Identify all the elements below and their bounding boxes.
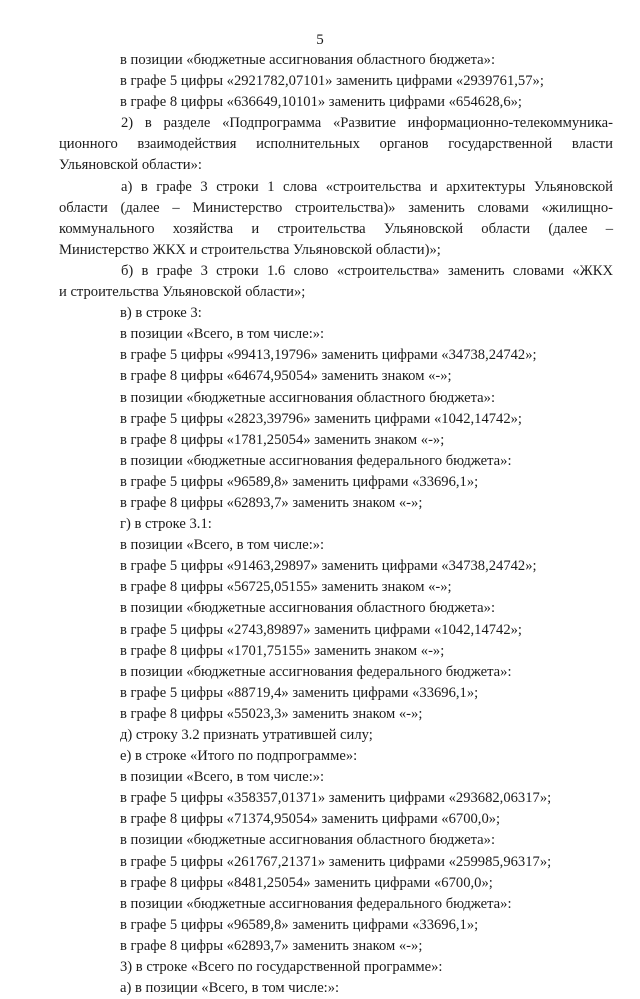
text-line: г) в строке 3.1: <box>120 516 212 533</box>
text-line: в графе 8 цифры «1701,75155» заменить знаком «-»; <box>120 642 445 659</box>
text-line: в графе 5 цифры «2743,89897» заменить цифрами «1042,14742»; <box>120 621 522 638</box>
text-line: Министерство ЖКХ и строительства Ульяновской области)»; <box>59 241 441 258</box>
text-line: в позиции «бюджетные ассигнования федерального бюджета»: <box>120 663 512 680</box>
text-line: в позиции «бюджетные ассигнования областного бюджета»: <box>120 52 495 68</box>
text-line: в графе 5 цифры «2921782,07101» заменить цифрами «2939761,57»; <box>120 73 544 90</box>
text-line: в позиции «Всего, в том числе:»: <box>120 326 325 343</box>
text-line: е) в строке «Итого по подпрограмме»: <box>120 748 358 765</box>
text-line: в позиции «бюджетные ассигнования областного бюджета»: <box>120 832 495 849</box>
text-line: в графе 5 цифры «261767,21371» заменить цифрами «259985,96317»; <box>120 853 552 870</box>
text-line: а) в графе 3 строки 1 слова «строительства и архитектуры Ульяновской <box>121 178 613 195</box>
text-line: в позиции «бюджетные ассигнования областного бюджета»: <box>120 389 495 406</box>
text-line: в позиции «бюджетные ассигнования областного бюджета»: <box>120 600 495 617</box>
text-line: в графе 8 цифры «636649,10101» заменить цифрами «654628,6»; <box>120 94 522 111</box>
text-line: в позиции «Всего, в том числе:»: <box>120 537 325 554</box>
text-line: в позиции «бюджетные ассигнования федерального бюджета»: <box>120 452 512 469</box>
text-line: в графе 8 цифры «64674,95054» заменить знаком «-»; <box>120 368 452 385</box>
text-line: в графе 8 цифры «56725,05155» заменить знаком «-»; <box>120 579 452 596</box>
text-line: в графе 5 цифры «91463,29897» заменить цифрами «34738,24742»; <box>120 558 537 575</box>
text-line: в графе 8 цифры «71374,95054» заменить цифрами «6700,0»; <box>120 811 501 828</box>
text-line: в графе 8 цифры «62893,7» заменить знаком «-»; <box>120 937 423 954</box>
text-line: в) в строке 3: <box>120 305 202 322</box>
text-line: 2) в разделе «Подпрограмма «Развитие информационно-телекоммуника- <box>121 115 613 132</box>
text-line: и строительства Ульяновской области»; <box>59 284 306 301</box>
text-line: в графе 8 цифры «55023,3» заменить знаком «-»; <box>120 705 423 722</box>
text-line: Ульяновской области»: <box>59 157 202 174</box>
text-line: области (далее – Министерство строительства)» заменить словами «жилищно- <box>59 199 613 216</box>
text-line: в позиции «бюджетные ассигнования федерального бюджета»: <box>120 895 512 912</box>
text-line: а) в позиции «Всего, в том числе:»: <box>120 980 340 997</box>
page-number: 5 <box>316 32 324 48</box>
text-line: в графе 8 цифры «62893,7» заменить знаком «-»; <box>120 494 423 511</box>
text-line: в графе 5 цифры «2823,39796» заменить цифрами «1042,14742»; <box>120 410 522 427</box>
text-line: б) в графе 3 строки 1.6 слово «строительства» заменить словами «ЖКХ <box>121 262 613 279</box>
text-line: в графе 8 цифры «8481,25054» заменить цифрами «6700,0»; <box>120 874 493 891</box>
text-line: в графе 5 цифры «358357,01371» заменить цифрами «293682,06317»; <box>120 790 552 807</box>
text-line: 3) в строке «Всего по государственной программе»: <box>120 959 443 976</box>
text-line: в графе 8 цифры «1781,25054» заменить знаком «-»; <box>120 431 445 448</box>
text-line: ционного взаимодействия исполнительных органов государственной власти <box>59 136 613 153</box>
text-line: в графе 5 цифры «96589,8» заменить цифрами «33696,1»; <box>120 916 479 933</box>
document-body <box>59 50 613 999</box>
text-line: д) строку 3.2 признать утратившей силу; <box>120 727 373 743</box>
text-line: в графе 5 цифры «96589,8» заменить цифрами «33696,1»; <box>120 473 479 490</box>
text-line: в графе 5 цифры «99413,19796» заменить цифрами «34738,24742»; <box>120 347 537 364</box>
text-line: в позиции «Всего, в том числе:»: <box>120 769 325 786</box>
text-line: коммунального хозяйства и строительства Ульяновской области (далее – <box>59 220 613 237</box>
text-line: в графе 5 цифры «88719,4» заменить цифрами «33696,1»; <box>120 684 479 701</box>
